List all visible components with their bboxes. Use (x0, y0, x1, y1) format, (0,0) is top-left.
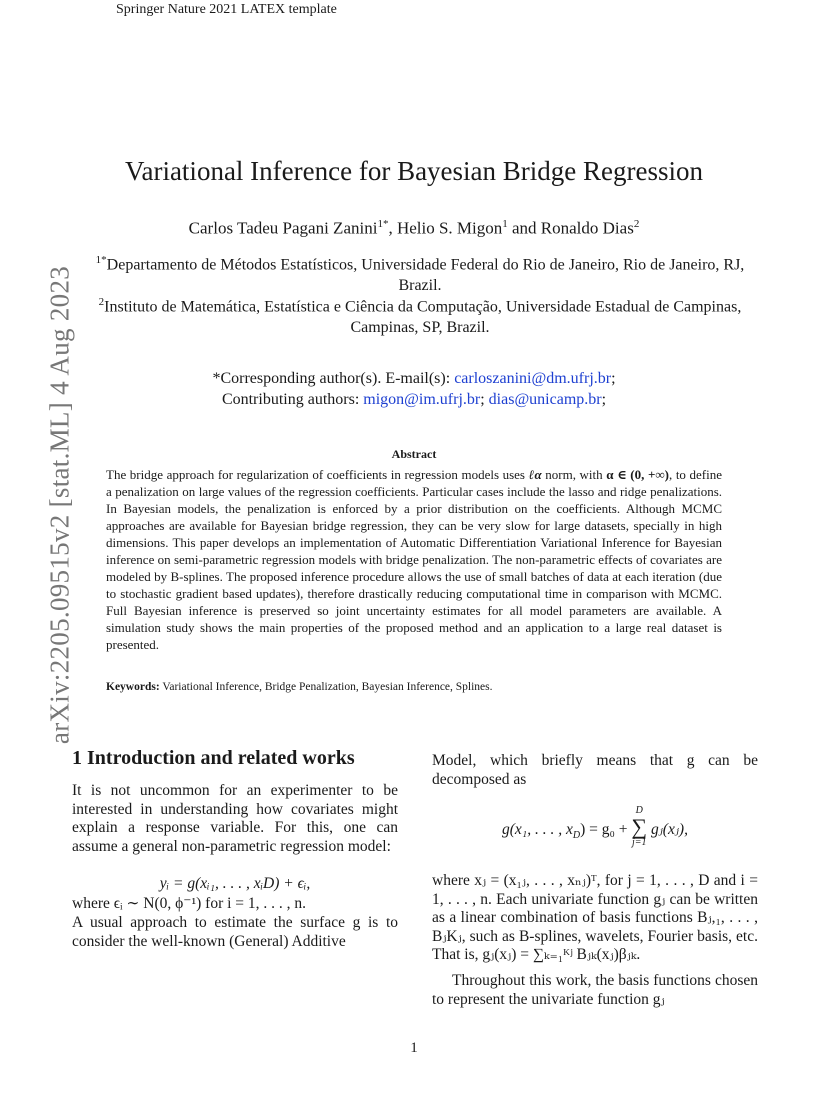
equation-additive-model (432, 806, 758, 850)
left-column-paragraph: It is not uncommon for an experimenter to be interested in understanding how covariates might explain a response variable. For this, one can assume a general non-parametric regression model: (72, 782, 398, 855)
sum-upper-limit: D (635, 805, 643, 816)
abstract-heading: Abstract (391, 447, 437, 461)
equation-rhs: gⱼ(xⱼ), (650, 821, 688, 838)
author-affiliation-mark: 2 (633, 218, 640, 230)
abstract-text: norm, with (541, 467, 607, 482)
right-column-paragraph: where xⱼ = (x₁ⱼ, . . . , xₙⱼ)ᵀ, for j = 1, . . . , D and i = 1, . . . , n. Each univariate function gⱼ can be written as a linear combination of basis functions Bⱼ,₁, . . . , BⱼKⱼ, such as B-splines, wavelets, Fourier basis, etc. That is, gⱼ(xⱼ) = ∑ₖ₌₁ᴷʲ Bⱼₖ(xⱼ)βⱼₖ. (432, 872, 758, 963)
keywords-text: Variational Inference, Bridge Penalization, Bayesian Inference, Splines. (159, 681, 493, 693)
abstract-body (106, 466, 722, 653)
equation-lhs-subscript: D (572, 830, 581, 842)
author-separator: , (388, 218, 397, 238)
contributing-label: Contributing authors: (221, 391, 364, 408)
author-name: Helio S. Migon (396, 218, 503, 238)
affiliation-text: Departamento de Métodos Estatísticos, Universidade Federal do Rio de Janeiro, Rio de Janeiro, RJ, Brazil. (106, 256, 745, 295)
summation-symbol (631, 806, 647, 848)
author-affiliation-mark: 1 (502, 218, 508, 230)
affiliation-text: Instituto de Matemática, Estatística e Ciência da Computação, Universidade Estadual de Campinas, Campinas, SP, Brazil. (104, 298, 742, 337)
affiliation-1 (92, 250, 748, 296)
affiliation-mark: 2 (98, 296, 105, 308)
right-column-paragraph: Model, which briefly means that g can be decomposed as (432, 752, 758, 788)
page-number: 1 (410, 1040, 418, 1056)
author-name: Ronaldo Dias (540, 218, 634, 238)
keywords-label: Keywords: (106, 681, 160, 693)
keywords (106, 681, 722, 693)
sum-lower-limit: j=1 (631, 837, 647, 848)
template-header: Springer Nature 2021 LATEX template (116, 2, 337, 17)
math-norm: ℓα (528, 467, 542, 482)
author-list (0, 218, 828, 239)
math-alpha-domain: α ∈ (0, +∞) (606, 467, 669, 482)
corresponding-email-link[interactable]: carloszanini@dm.ufrj.br (454, 370, 612, 387)
left-column-paragraph: A usual approach to estimate the surface g is to consider the well-known (General) Additive (72, 914, 398, 950)
abstract-text: , to define a penalization on large values of the regression coefficients. Particular cases include the lasso and ridge penalizations. In Bayesian models, the penalization is enforced by a prior distribution on the coefficients. Although MCMC approaches are available for Bayesian bridge regression, they can be very slow for large datasets, specially in high dimensions. This paper develops an implementation of Automatic Differentiation Variational Inference for Bayesian inference on semi-parametric regression models with bridge penalization. The non-parametric effects of covariates are modeled by B-splines. The proposed inference procedure allows the use of small batches of data at each iteration (due to stochastic gradient based updates), therefore drastically reducing computational time in comparison with MCMC. Full Bayesian inference is preserved so joint uncertainty estimates for all model parameters are available. A simulation study shows the main properties of the proposed method and an application to a large real dataset is presented. (106, 467, 723, 652)
left-column-paragraph: where ϵᵢ ∼ N(0, ϕ⁻¹) for i = 1, . . . , n. (72, 895, 307, 912)
abstract-text: The bridge approach for regularization of coefficients in regression models uses (106, 467, 529, 482)
equation-lhs-text: g(x₁, . . . , x (502, 821, 573, 838)
affiliation-2 (92, 292, 748, 338)
contributing-email-link[interactable]: migon@im.ufrj.br (363, 391, 481, 408)
punctuation: ; (601, 391, 607, 408)
contributing-email-link[interactable]: dias@unicamp.br (488, 391, 602, 408)
right-column-paragraph: Throughout this work, the basis functions chosen to represent the univariate function gⱼ (432, 972, 758, 1008)
author-affiliation-mark: 1* (377, 218, 389, 230)
punctuation: ; (480, 391, 489, 408)
punctuation: ; (611, 370, 616, 387)
corresponding-label: *Corresponding author(s). E-mail(s): (212, 370, 455, 387)
equation-mid: ) = g₀ + (580, 821, 632, 838)
arxiv-stamp: arXiv:2205.09515v2 [stat.ML] 4 Aug 2023 (44, 265, 75, 745)
author-separator: and (507, 218, 541, 238)
corresponding-author (0, 370, 828, 388)
contributing-authors (0, 391, 828, 409)
equation-lhs (502, 821, 632, 842)
paper-title: Variational Inference for Bayesian Bridge Regression (124, 156, 704, 186)
equation-regression-model: yᵢ = g(xᵢ₁, . . . , xᵢD) + ϵᵢ, (159, 875, 311, 892)
section-heading: 1 Introduction and related works (72, 747, 355, 769)
author-name: Carlos Tadeu Pagani Zanini (188, 218, 378, 238)
sum-sign: ∑ (631, 814, 648, 839)
affiliation-mark: 1* (95, 254, 107, 266)
